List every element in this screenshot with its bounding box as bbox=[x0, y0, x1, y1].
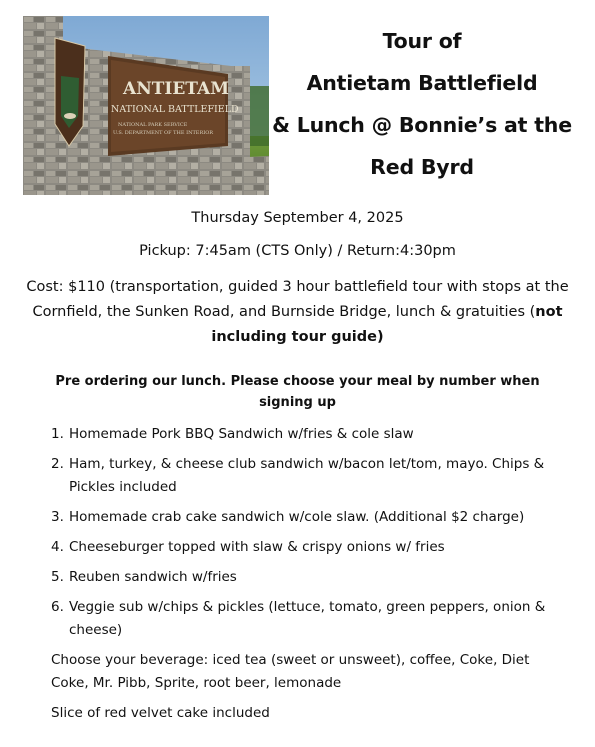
title-line-3: & Lunch @ Bonnie’s at the bbox=[272, 113, 572, 137]
sign-line1-text: NATIONAL PARK SERVICE bbox=[118, 122, 188, 128]
menu-item-text: Reuben sandwich w/fries bbox=[69, 569, 237, 585]
menu-item bbox=[51, 596, 551, 642]
antietam-sign-photo bbox=[23, 16, 269, 195]
sign-subtitle-text: NATIONAL BATTLEFIELD bbox=[111, 104, 239, 115]
cost-details bbox=[20, 275, 575, 350]
menu-item-text: Ham, turkey, & cheese club sandwich w/bacon let/tom, mayo. Chips & Pickles included bbox=[69, 456, 545, 495]
cost-exclusion: not including tour guide) bbox=[211, 304, 563, 345]
dessert-note: Slice of red velvet cake included bbox=[51, 705, 270, 721]
menu-item-number: 2. bbox=[51, 456, 64, 472]
menu-item-text: Homemade crab cake sandwich w/cole slaw. (Additional $2 charge) bbox=[69, 509, 525, 525]
menu-item bbox=[51, 423, 551, 446]
menu-item-number: 5. bbox=[51, 569, 64, 585]
antietam-sign-illustration bbox=[23, 16, 269, 195]
preorder-instructions: Pre ordering our lunch. Please choose your meal by number when signing up bbox=[55, 374, 540, 410]
menu-item bbox=[51, 536, 551, 559]
menu-item-text: Homemade Pork BBQ Sandwich w/fries & cole slaw bbox=[69, 426, 414, 442]
cost-text: Cost: $110 (transportation, guided 3 hour battlefield tour with stops at the Cornfield, the Sunken Road, and Burnside Bridge, lunch & gratuities ( bbox=[26, 279, 569, 320]
event-title bbox=[272, 20, 572, 188]
menu-item-text: Veggie sub w/chips & pickles (lettuce, tomato, green peppers, onion & cheese) bbox=[69, 599, 546, 638]
menu-item-number: 1. bbox=[51, 426, 64, 442]
menu-item-number: 4. bbox=[51, 539, 64, 555]
title-line-4: Red Byrd bbox=[370, 155, 474, 179]
menu-item-text: Cheeseburger topped with slaw & crispy onions w/ fries bbox=[69, 539, 445, 555]
menu-item-number: 3. bbox=[51, 509, 64, 525]
beverage-options: Choose your beverage: iced tea (sweet or unsweet), coffee, Coke, Diet Coke, Mr. Pibb, Sprite, root beer, lemonade bbox=[51, 652, 530, 691]
menu-item-number: 6. bbox=[51, 599, 64, 615]
menu-item bbox=[51, 453, 551, 499]
sign-title-text: ANTIETAM bbox=[123, 79, 230, 99]
pickup-times: Pickup: 7:45am (CTS Only) / Return:4:30pm bbox=[139, 243, 456, 259]
menu-item bbox=[51, 566, 551, 589]
menu-item bbox=[51, 506, 551, 529]
menu-list bbox=[51, 423, 551, 649]
title-line-1: Tour of bbox=[382, 29, 462, 53]
title-line-2: Antietam Battlefield bbox=[306, 71, 538, 95]
event-date: Thursday September 4, 2025 bbox=[191, 210, 404, 226]
sign-line2-text: U.S. DEPARTMENT OF THE INTERIOR bbox=[113, 130, 214, 136]
